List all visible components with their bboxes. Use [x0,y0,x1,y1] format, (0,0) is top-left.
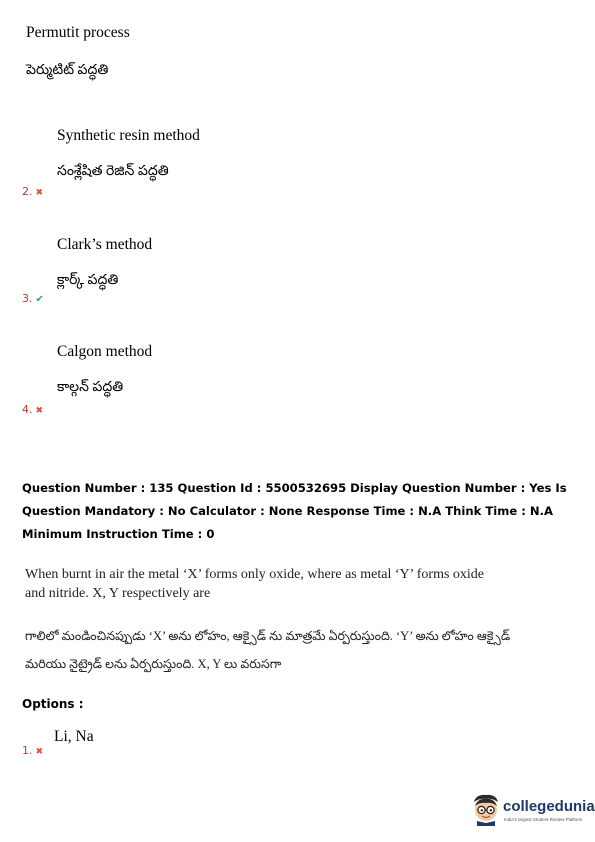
option-2-telugu: సంశ్లేషిత రెజిన్ పద్ధతి [57,164,169,179]
mascot-icon [470,792,502,826]
option-3-marker [22,289,44,307]
option-4-marker [22,400,43,418]
question-meta: Question Number : 135 Question Id : 5500532695 Display Question Number : Yes Is Question Mandatory : No Calculator : None Response Time : N.A Think Time : N.A Minimum Instruction Time : 0 [22,481,567,541]
collegedunia-logo [470,792,595,828]
wrong-icon: ✖ [35,747,44,757]
option-1-telugu: పెర్ముటిట్ పద్ధతి [26,63,109,78]
option-4-number: 4. [22,403,33,416]
question-text-telugu: గాలిలో మండించినప్పుడు ‘X’ అను లోహం, ఆక్సైడ్ ను మాత్రమే ఏర్పరుస్తుంది. ‘Y’ అను లోహం ఆక్సైడ్ మరియు నైట్రైడ్ లను ఏర్పరుస్తుంది. X, Y లు వరుసగా [25,629,511,671]
question-text-english: When burnt in air the metal ‘X’ forms only oxide, where as metal ‘Y’ forms oxide and nitride. X, Y respectively are [25,567,485,601]
question-option-1-number: 1. [22,744,33,757]
option-3-telugu: క్లార్క్ పద్ధతి [57,273,119,288]
question-option-1-english: Li, Na [54,728,94,745]
wrong-icon: ✖ [35,188,44,198]
logo-name: collegedunia [503,798,595,815]
option-4-telugu: కాల్గన్ పద్ధతి [57,380,124,395]
logo-tagline: India's largest Student Review Platform [504,817,583,822]
options-label: Options : [22,697,84,711]
option-3-english: Clark’s method [57,236,153,253]
option-3-number: 3. [22,292,33,305]
question-option-1-marker [22,741,43,759]
option-1-english: Permutit process [26,24,130,41]
wrong-icon: ✖ [35,406,44,416]
option-2-english: Synthetic resin method [57,127,200,144]
option-2-marker [22,182,43,200]
check-icon: ✔ [35,294,44,305]
option-2-number: 2. [22,185,33,198]
option-4-english: Calgon method [57,343,153,360]
